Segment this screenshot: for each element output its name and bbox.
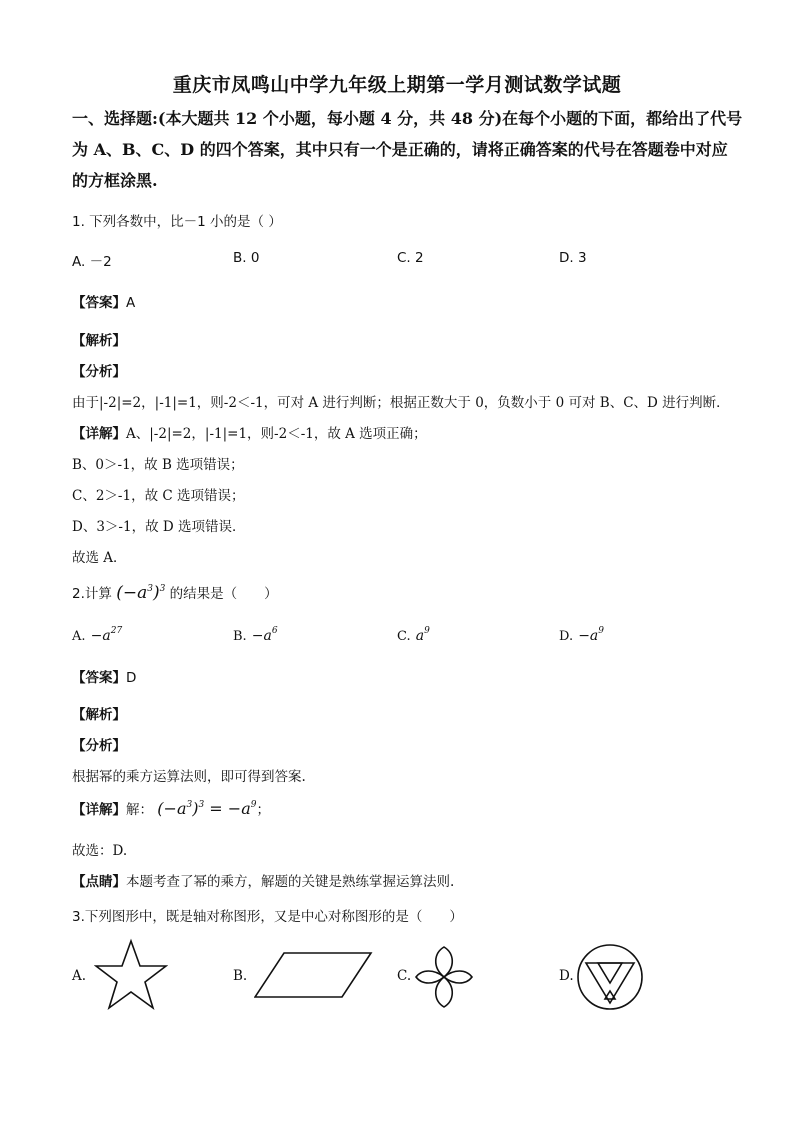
- q2-dianjing-text: 本题考查了幂的乘方，解题的关键是熟练掌握运算法则.: [126, 874, 455, 890]
- q1-jiexi-label: 【解析】: [72, 333, 126, 349]
- q2-dianjing-label: 【点睛】: [72, 874, 126, 890]
- q3-option-d-label: D.: [559, 968, 574, 984]
- q2-answer-label: 【答案】: [72, 670, 126, 686]
- q2-option-a: A. $-a^{27}$: [72, 626, 123, 644]
- q1-option-d: D. 3: [559, 250, 587, 266]
- page-title: 重庆市凤鸣山中学九年级上期第一学月测试数学试题: [172, 74, 622, 96]
- q2-answer: [72, 666, 136, 686]
- q1-answer-value: A: [126, 295, 136, 311]
- q2-option-c: C. $a^9$: [397, 626, 430, 644]
- q1-answer: [72, 291, 135, 311]
- q1-stem: 1. 下列各数中，比－1 小的是（ ）: [72, 214, 282, 230]
- q2-option-b: B. $-a^6$: [233, 626, 278, 644]
- q1-choose: 故选 A．: [72, 550, 127, 566]
- q2-expression: $(-a^3)^3$: [116, 583, 166, 603]
- q1-fenxi-label: 【分析】: [72, 364, 126, 380]
- q2-analysis: 根据幂的乘方运算法则，即可得到答案.: [72, 769, 306, 785]
- star-icon: [94, 938, 168, 1012]
- q2-jiexi-label: 【解析】: [72, 707, 126, 723]
- q1-option-a: A. －2: [72, 254, 112, 270]
- q2-stem: [72, 582, 278, 603]
- q1-option-b: B. 0: [233, 250, 260, 266]
- q3-option-c-label: C.: [397, 968, 412, 984]
- q1-analysis: 由于|-2|=2，|-1|=1，则-2＜-1，可对 A 进行判断；根据正数大于 0，负数小于 0 可对 B、C、D 进行判断．: [72, 395, 730, 411]
- section-instructions-line3: 的方框涂黑.: [72, 171, 158, 190]
- four-petal-flower-icon: [414, 945, 474, 1009]
- q2-stem-suffix: 的结果是（ ）: [169, 586, 278, 602]
- q2-answer-value: D: [126, 670, 137, 686]
- q2-fenxi-label: 【分析】: [72, 738, 126, 754]
- q1-detail-label: 【详解】: [72, 426, 126, 442]
- q1-answer-label: 【答案】: [72, 295, 126, 311]
- circle-triangles-icon: [576, 943, 644, 1011]
- q2-detail-label: 【详解】: [72, 802, 126, 818]
- q1-detail: [72, 422, 427, 442]
- q1-detail-d: D、3＞-1，故 D 选项错误．: [72, 519, 246, 535]
- q2-choose: 故选：D.: [72, 843, 128, 859]
- q3-option-a-label: A.: [72, 968, 87, 984]
- q2-option-d: D. $-a^9$: [559, 626, 605, 644]
- q3-stem: 3.下列图形中，既是轴对称图形，又是中心对称图形的是（ ）: [72, 909, 463, 925]
- q1-detail-b: B、0＞-1，故 B 选项错误；: [72, 457, 244, 473]
- q1-option-c: C. 2: [397, 250, 424, 266]
- parallelogram-icon: [254, 950, 374, 1000]
- q2-stem-prefix: 2.计算: [72, 586, 112, 602]
- q3-option-b-label: B.: [233, 968, 248, 984]
- q1-detail-c: C、2＞-1，故 C 选项错误；: [72, 488, 245, 504]
- section-instructions-line1: 一、选择题:(本大题共 12 个小题，每小题 4 分，共 48 分)在每个小题的下面，都给出了代号: [72, 109, 743, 128]
- section-instructions-line2: 为 A、B、C、D 的四个答案，其中只有一个是正确的，请将正确答案的代号在答题卷中对应: [72, 140, 728, 159]
- q2-detail-expression: $(-a^3)^3 = -a^9$: [157, 799, 257, 818]
- q2-detail: 【详解】解： $(-a^3)^3 = -a^9$；: [72, 799, 270, 818]
- q1-detail-text: A、|-2|=2，|-1|=1，则-2＜-1，故 A 选项正确；: [126, 426, 427, 442]
- q2-dianjing: [72, 870, 454, 890]
